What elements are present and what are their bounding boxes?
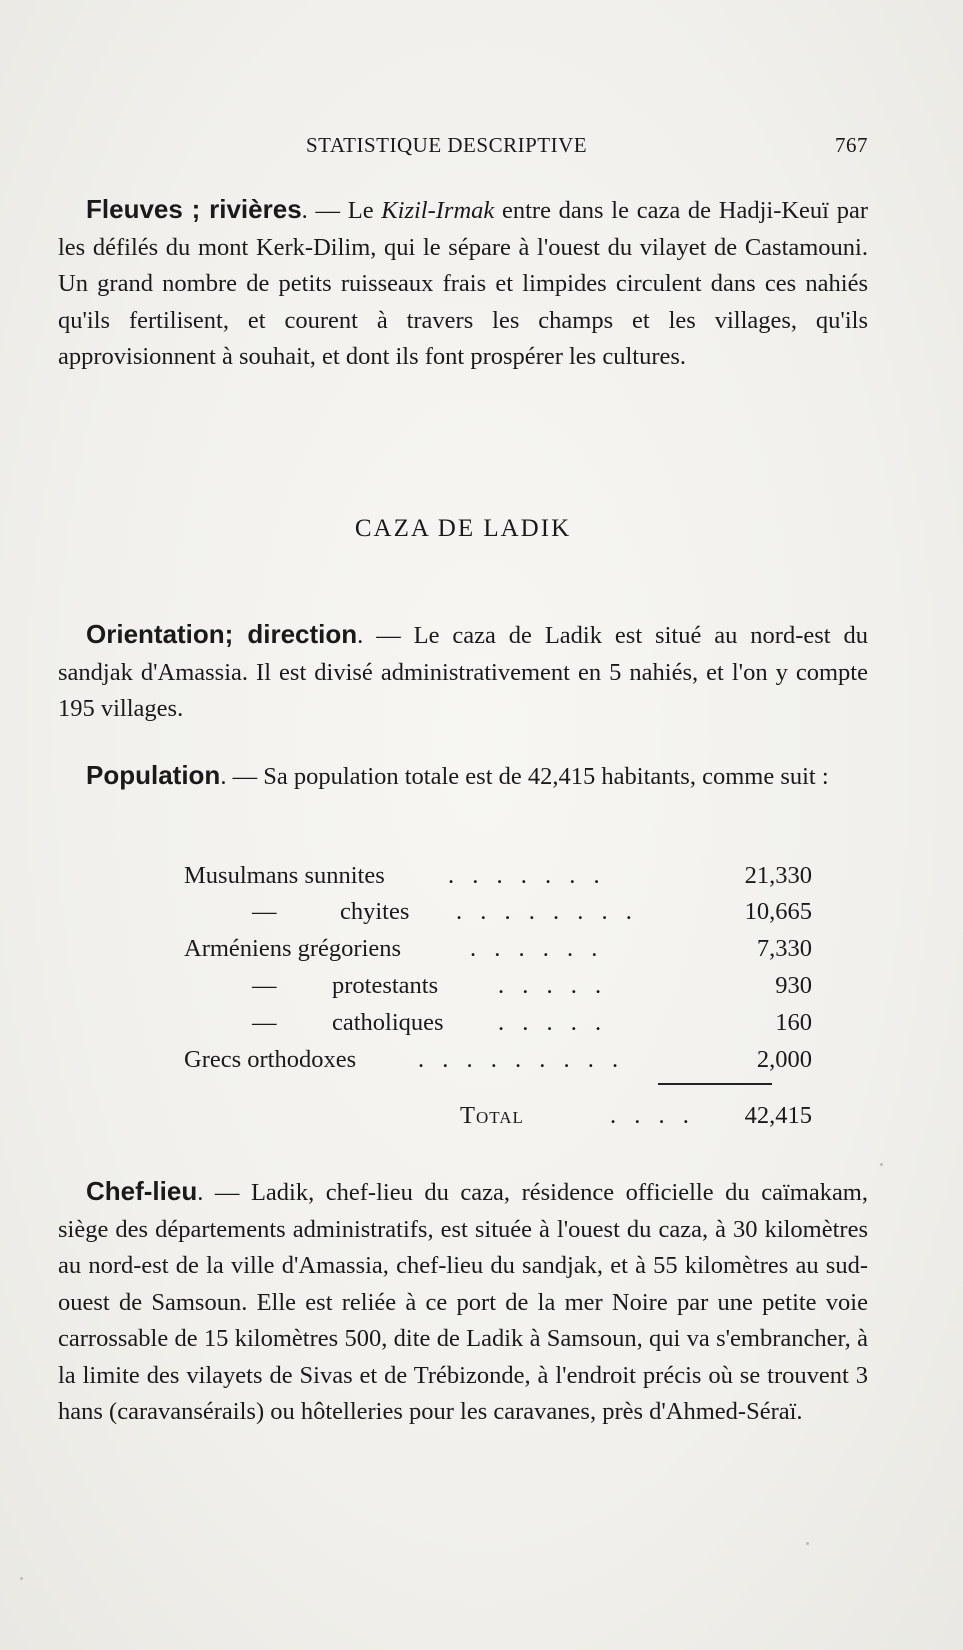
paragraph-chef-lieu: [58, 1173, 868, 1431]
total-leader-dots: . . . .: [610, 1102, 695, 1129]
table-row: [58, 898, 868, 934]
row-label: Musulmans sunnites: [184, 862, 385, 889]
river-name: Kizil-Irmak: [381, 197, 495, 224]
row-value: 7,330: [756, 935, 812, 962]
row-label: Grecs orthodoxes: [184, 1046, 357, 1073]
row-leader-dots: . . . . . . .: [448, 862, 606, 889]
paragraph-text: entre dans le caza de Hadji-Keuï par les défilés du mont Kerk-Dilim, qui le sépare à l'ouest du vilayet de Castamouni. Un grand nombre de petits ruisseaux frais et limpides circulent dans ces nahiés qu'ils fertilisent, et courent à travers les champs et les villages, qu'ils approvisionnent à souhait, et dont ils font prospérer les cultures.: [58, 197, 868, 370]
total-label: Total: [460, 1102, 524, 1129]
table-row: [58, 1009, 868, 1045]
running-head: [58, 133, 868, 163]
paper-speck: [20, 1577, 23, 1580]
row-leader-dots: . . . . .: [498, 972, 608, 999]
page-number: 767: [835, 133, 868, 157]
paper-speck: [880, 1163, 883, 1166]
total-value: 42,415: [744, 1102, 812, 1129]
row-label: catholiques: [332, 1009, 444, 1036]
section-title: CAZA DE LADIK: [354, 515, 572, 542]
paragraph-lead: Chef-lieu: [86, 1176, 198, 1206]
table-row: [58, 862, 868, 898]
table-row: [58, 1046, 868, 1082]
paragraph-fleuves: [58, 191, 868, 376]
row-value: 10,665: [744, 898, 812, 925]
paragraph-population: [58, 757, 868, 796]
ditto-dash: —: [252, 972, 277, 999]
row-label: Arméniens grégoriens: [184, 935, 402, 962]
row-leader-dots: . . . . . .: [470, 935, 604, 962]
row-label: chyites: [340, 898, 410, 925]
paragraph-text: . — Le: [301, 197, 382, 224]
paragraph-lead: Orientation; direction: [86, 619, 358, 649]
row-value: 2,000: [756, 1046, 812, 1073]
row-leader-dots: . . . . . . . . .: [418, 1046, 625, 1073]
total-row: [58, 1102, 868, 1138]
table-row: [58, 972, 868, 1008]
row-leader-dots: . . . . .: [498, 1009, 608, 1036]
paper-speck: [806, 1542, 809, 1545]
running-head-title: STATISTIQUE DESCRIPTIVE: [306, 133, 588, 157]
ditto-dash: —: [252, 1009, 277, 1036]
sum-rule: [658, 1083, 772, 1085]
row-value: 160: [775, 1009, 812, 1036]
paragraph-lead: Fleuves ; rivières: [86, 194, 302, 224]
row-value: 21,330: [744, 862, 812, 889]
table-row: [58, 935, 868, 971]
paragraph-text: . — Sa population totale est de 42,415 habitants, comme suit :: [220, 763, 829, 790]
paragraph-lead: Population: [86, 760, 221, 790]
paragraph-orientation: [58, 616, 868, 728]
row-label: protestants: [332, 972, 439, 999]
row-leader-dots: . . . . . . . .: [456, 898, 638, 925]
paragraph-text: . — Ladik, chef-lieu du caza, résidence officielle du caïmakam, siège des départements administratifs, est située à l'ouest du caza, à 30 kilomètres au nord-est de la ville d'Amassia, chef-lieu du sandjak, et à 55 kilomètres au sud-ouest de Samsoun. Elle est reliée à ce port de la mer Noire par une petite voie carrossable de 15 kilomètres 500, dite de Ladik à Samsoun, qui va s'embrancher, à la limite des vilayets de Sivas et de Trébizonde, à l'endroit précis où se trouvent 3 hans (caravansérails) ou hôtelleries pour les caravanes, près d'Ahmed-Séraï.: [58, 1179, 868, 1425]
row-value: 930: [775, 972, 812, 999]
paragraph-text: . — Le caza de Ladik est situé au nord-est du sandjak d'Amassia. Il est divisé administrativement en 5 nahiés, et l'on y compte 195 villages.: [58, 622, 868, 722]
ditto-dash: —: [252, 898, 277, 925]
